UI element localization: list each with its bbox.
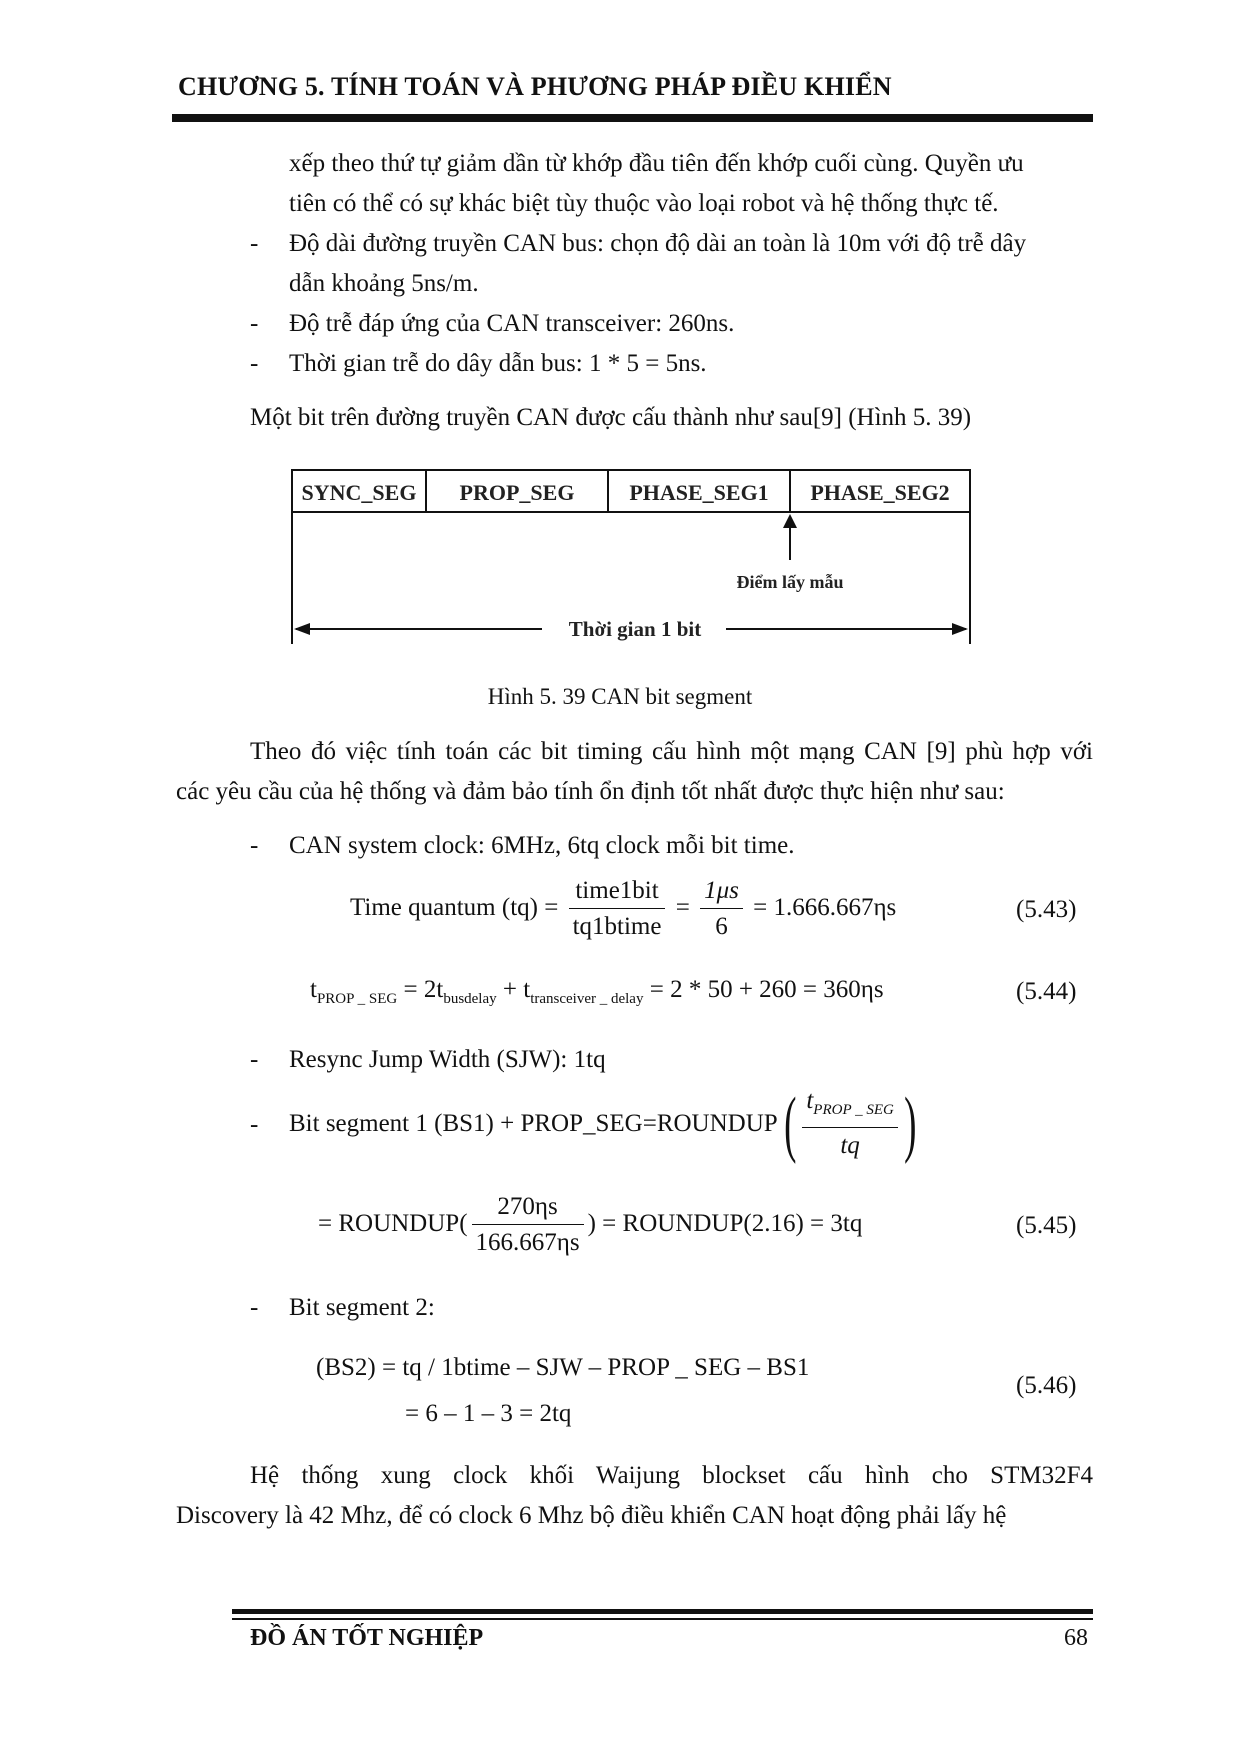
equation-number: (5.43) [1016,896,1077,923]
bs1-formula [289,1084,922,1164]
bullet-dash: - [250,1111,259,1138]
eq544-mid1: = 2t [397,976,444,1003]
right-paren: ) [903,1083,917,1165]
equation-5-46-line1: (BS2) = tq / 1btime – SJW – PROP _ SEG – BS1 [316,1354,810,1381]
equation-number: (5.44) [1016,978,1077,1005]
eq544-sub-bus: busdelay [443,991,497,1007]
bs1-frac-num-t: t [806,1087,814,1114]
equation-5-44 [310,976,884,1008]
equation-5-46-line2: = 6 – 1 – 3 = 2tq [405,1400,572,1427]
bullet-text: Resync Jump Width (SJW): 1tq [289,1046,606,1073]
paragraph-line: các yêu cầu của hệ thống và đảm bảo tính ổn định tốt nhất được thực hiện như sau: [176,778,1005,805]
equation-5-43 [350,874,896,945]
bullet-text: Bit segment 2: [289,1294,435,1321]
sample-point-label: Điểm lấy mẫu [736,572,844,592]
segment-label-sync: SYNC_SEG [301,480,417,505]
equation-number: (5.46) [1016,1372,1077,1399]
eq544-sub-prop: PROP _ SEG [316,991,398,1007]
eq543-frac2-num: 1μs [700,874,743,909]
eq543-frac1-den: tq1btime [572,913,662,940]
arrow-left-icon [294,623,310,635]
bs1-frac-den: tq [840,1132,860,1159]
footer-title: ĐỒ ÁN TỐT NGHIỆP [250,1625,484,1651]
paragraph-line: Theo đó việc tính toán các bit timing cấu hình một mạng CAN [9] phù hợp với [250,738,1093,765]
bullet-text: Thời gian trễ do dây dẫn bus: 1 * 5 = 5ns. [289,350,707,377]
eq543-fraction [700,874,743,945]
bit-time-label: Thời gian 1 bit [568,617,702,641]
eq545-lhs: = ROUNDUP( [318,1210,468,1238]
eq543-frac2-den: 6 [715,913,728,940]
equation-5-45 [318,1190,862,1261]
arrow-right-icon [952,623,968,635]
footer-rule [232,1609,1093,1614]
bullet-dash: - [250,310,259,337]
eq543-rhs: = 1.666.667ηs [753,894,897,922]
eq545-frac-num: 270ηs [472,1190,584,1225]
bullet-dash: - [250,832,259,859]
segment-label-prop: PROP_SEG [459,480,575,505]
eq543-lhs: Time quantum (tq) = [350,894,559,922]
equation-number: (5.45) [1016,1212,1077,1239]
bs1-label: Bit segment 1 (BS1) + PROP_SEG=ROUNDUP [289,1110,778,1137]
bullet-dash: - [250,350,259,377]
bullet-text: Độ trễ đáp ứng của CAN transceiver: 260ns. [289,310,735,337]
eq545-frac-den: 166.667ηs [475,1229,580,1256]
bs1-frac-num [802,1084,898,1128]
bs1-frac-num-sub: PROP _ SEG [813,1102,894,1118]
arrow-head-icon [783,514,797,528]
bullet-text: CAN system clock: 6MHz, 6tq clock mỗi bit time. [289,832,795,859]
eq543-fraction [569,874,666,945]
eq543-eq: = [675,894,690,922]
footer-rule [232,1618,1093,1620]
eq544-mid2: + t [496,976,531,1003]
segment-label-phase2: PHASE_SEG2 [810,480,950,505]
paragraph-line: Discovery là 42 Mhz, để có clock 6 Mhz bộ điều khiển CAN hoạt động phải lấy hệ [176,1502,1007,1529]
eq544-t: t [310,976,317,1003]
eq545-fraction [472,1190,584,1261]
paragraph-line: Hệ thống xung clock khối Waijung blockset cấu hình cho STM32F4 [250,1462,1093,1489]
chapter-header: CHƯƠNG 5. TÍNH TOÁN VÀ PHƯƠNG PHÁP ĐIỀU KHIỂN [178,72,892,101]
bullet-dash: - [250,1046,259,1073]
can-bit-segment-diagram [280,462,980,648]
figure-caption: Hình 5. 39 CAN bit segment [487,684,753,709]
bullet-dash: - [250,230,259,257]
bullet-text: dẫn khoảng 5ns/m. [289,270,479,297]
eq544-rhs: = 2 * 50 + 260 = 360ηs [643,976,884,1003]
paragraph-line: xếp theo thứ tự giảm dần từ khớp đầu tiên đến khớp cuối cùng. Quyền ưu [289,150,1024,177]
bullet-text: Độ dài đường truyền CAN bus: chọn độ dài an toàn là 10m với độ trễ dây [289,230,1027,257]
bs1-fraction [802,1084,898,1164]
header-rule [172,114,1093,122]
figure-intro: Một bit trên đường truyền CAN được cấu thành như sau[9] (Hình 5. 39) [250,404,972,431]
segment-label-phase1: PHASE_SEG1 [629,480,769,505]
paragraph-line: tiên có thể có sự khác biệt tùy thuộc vào loại robot và hệ thống thực tế. [289,190,999,217]
eq545-rhs: ) = ROUNDUP(2.16) = 3tq [587,1210,863,1238]
eq544-sub-trans: transceiver _ delay [530,991,644,1007]
left-paren: ( [783,1083,797,1165]
bullet-dash: - [250,1294,259,1321]
page-number: 68 [1064,1625,1088,1651]
eq543-frac1-num: time1bit [569,874,666,909]
